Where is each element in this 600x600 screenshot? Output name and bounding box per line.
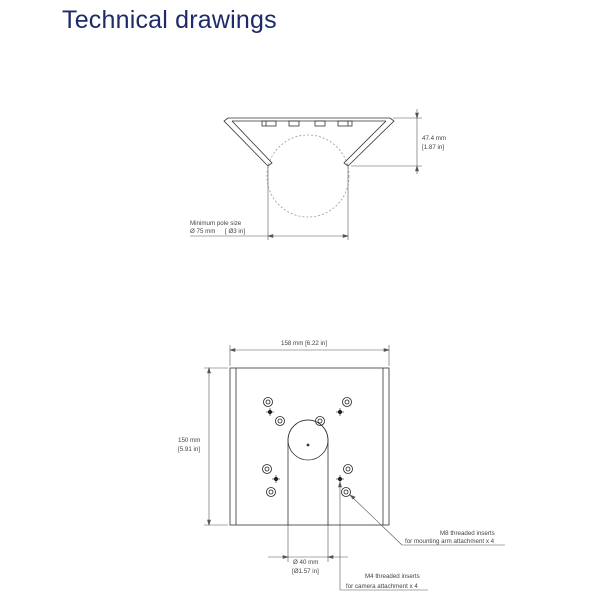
top-tab — [338, 121, 352, 126]
m8-insert — [342, 488, 351, 497]
side-height-mm: 47.4 mm — [422, 135, 447, 142]
pole-circle-hidden — [267, 135, 349, 217]
side-view — [224, 118, 394, 217]
page-title: Technical drawings — [62, 6, 277, 34]
top-width-label: 158 mm [6.22 in] — [281, 340, 328, 347]
m4-insert — [266, 408, 274, 416]
top-height-mm: 150 mm — [178, 437, 201, 444]
top-tab — [289, 121, 299, 126]
top-tab — [315, 121, 325, 126]
hole-dimension — [268, 525, 348, 562]
top-view — [230, 368, 389, 525]
hole-mm: Ø 40 mm — [293, 559, 319, 566]
top-height-in: [5.91 in] — [178, 446, 201, 453]
m8-insert — [343, 398, 352, 407]
m4-title: M4 threaded inserts — [365, 573, 420, 580]
m8-insert — [263, 465, 272, 474]
m8-insert — [264, 398, 273, 407]
pole-slot — [288, 420, 328, 525]
m4-insert — [336, 408, 344, 416]
m8-title: M8 threaded inserts — [440, 530, 495, 537]
min-pole-in: [ Ø3 in] — [225, 228, 245, 235]
m8-insert — [344, 465, 353, 474]
side-height-dimension — [351, 109, 422, 174]
m8-insert — [276, 417, 285, 426]
hole-in: [Ø1.57 in] — [292, 568, 319, 575]
pole-hole — [288, 420, 328, 460]
m8-insert — [267, 488, 276, 497]
side-height-in: [1.87 in] — [422, 144, 445, 151]
m4-desc: for camera attachment x 4 — [346, 583, 418, 590]
plate-outline — [230, 368, 389, 525]
min-pole-mm: Ø 75 mm — [190, 228, 216, 235]
min-pole-title: Minimum pole size — [190, 220, 242, 227]
top-height-dimension — [204, 368, 228, 525]
m4-inserts — [266, 408, 344, 483]
top-tab — [262, 121, 276, 126]
top-width-dimension — [230, 345, 389, 366]
m4-insert — [272, 475, 280, 483]
m8-desc: for mounting arm attachment x 4 — [405, 538, 495, 545]
